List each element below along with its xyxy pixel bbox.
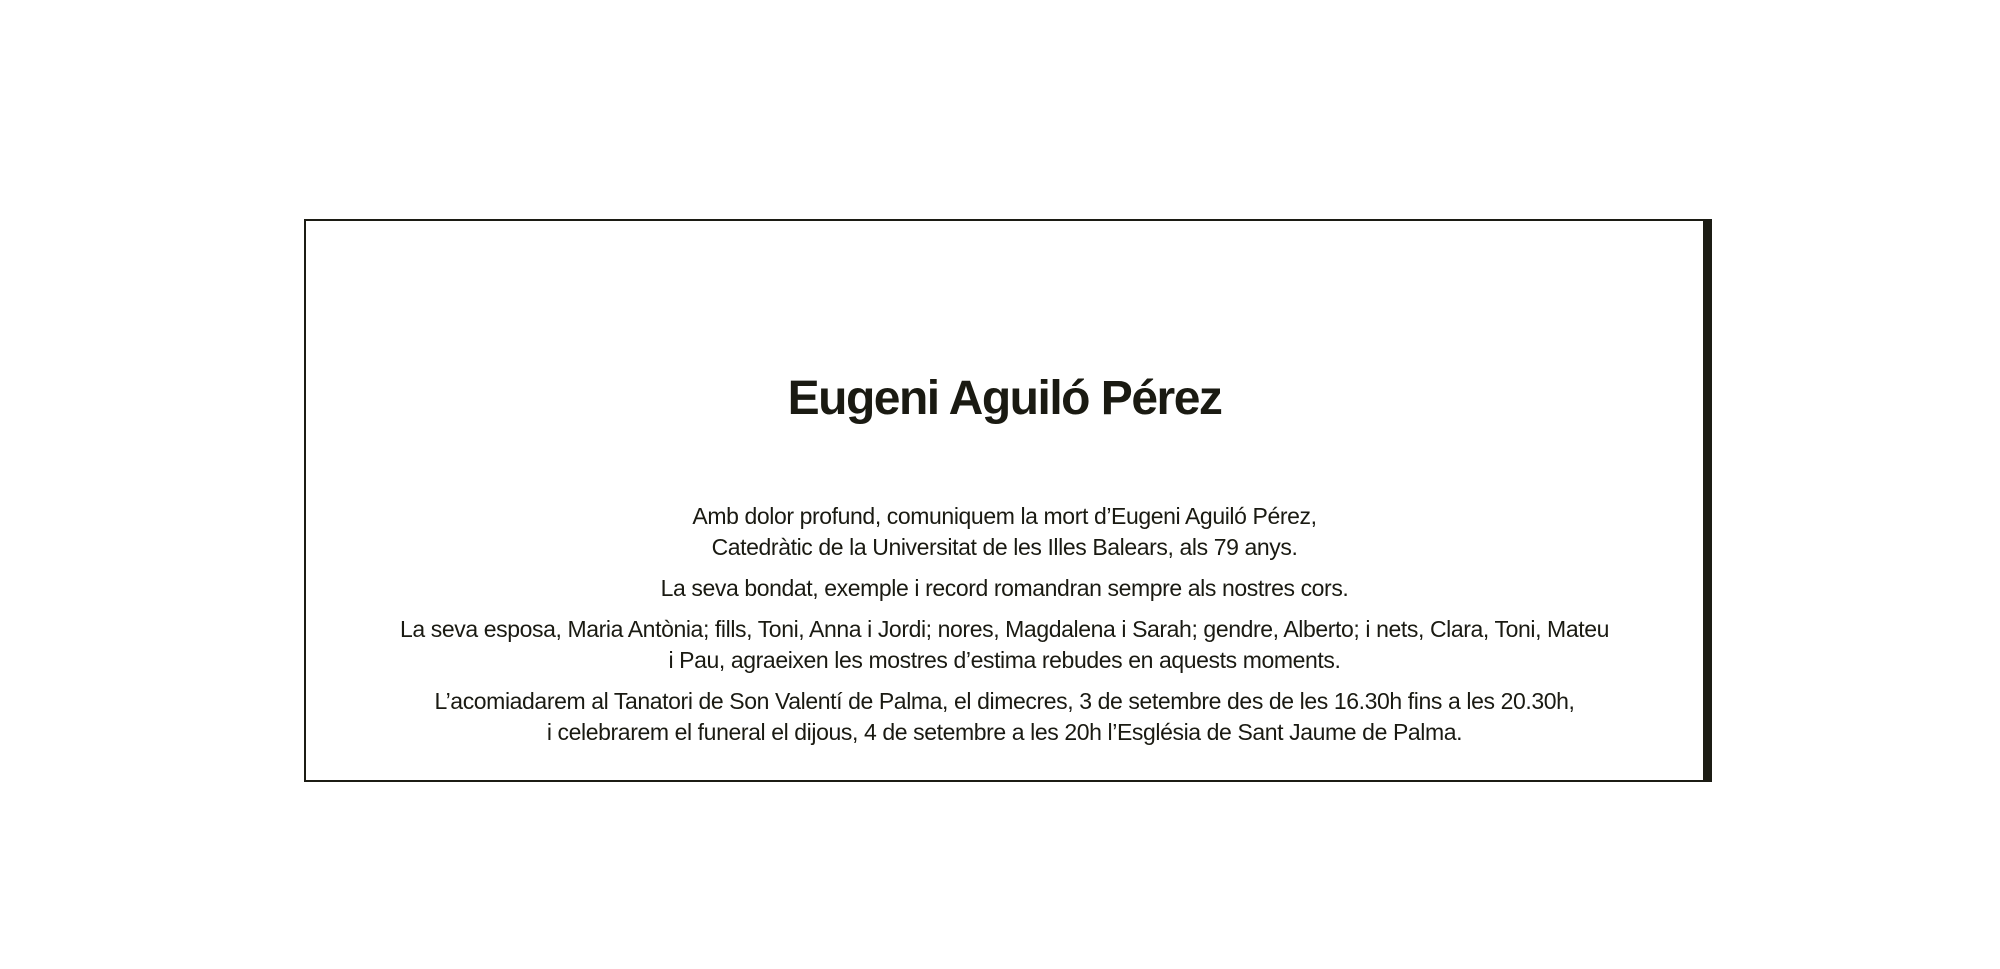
family-paragraph: [326, 614, 1683, 676]
funeral-details-paragraph: [326, 686, 1683, 748]
funeral-details-line-2: i celebrarem el funeral el dijous, 4 de setembre a les 20h l’Església de Sant Jaume de Palma.: [546, 719, 1463, 745]
announcement-line-1: Amb dolor profund, comuniquem la mort d’Eugeni Aguiló Pérez,: [692, 503, 1317, 529]
obituary-notice: [304, 219, 1712, 782]
announcement-paragraph: [326, 501, 1683, 563]
notice-body: [326, 501, 1683, 758]
remembrance-paragraph: [326, 573, 1683, 604]
deceased-name: Eugeni Aguiló Pérez: [787, 372, 1222, 425]
family-line-1: La seva esposa, Maria Antònia; fills, Toni, Anna i Jordi; nores, Magdalena i Sarah; gendre, Alberto; i nets, Clara, Toni, Mateu: [400, 616, 1609, 642]
family-line-2: i Pau, agraeixen les mostres d’estima rebudes en aquests moments.: [668, 647, 1341, 673]
remembrance-line-1: La seva bondat, exemple i record romandran sempre als nostres cors.: [660, 575, 1349, 601]
announcement-line-2: Catedràtic de la Universitat de les Illes Balears, als 79 anys.: [711, 534, 1298, 560]
funeral-details-line-1: L’acomiadarem al Tanatori de Son Valentí de Palma, el dimecres, 3 de setembre des de les 16.30h fins a les 20.30h,: [434, 688, 1575, 714]
